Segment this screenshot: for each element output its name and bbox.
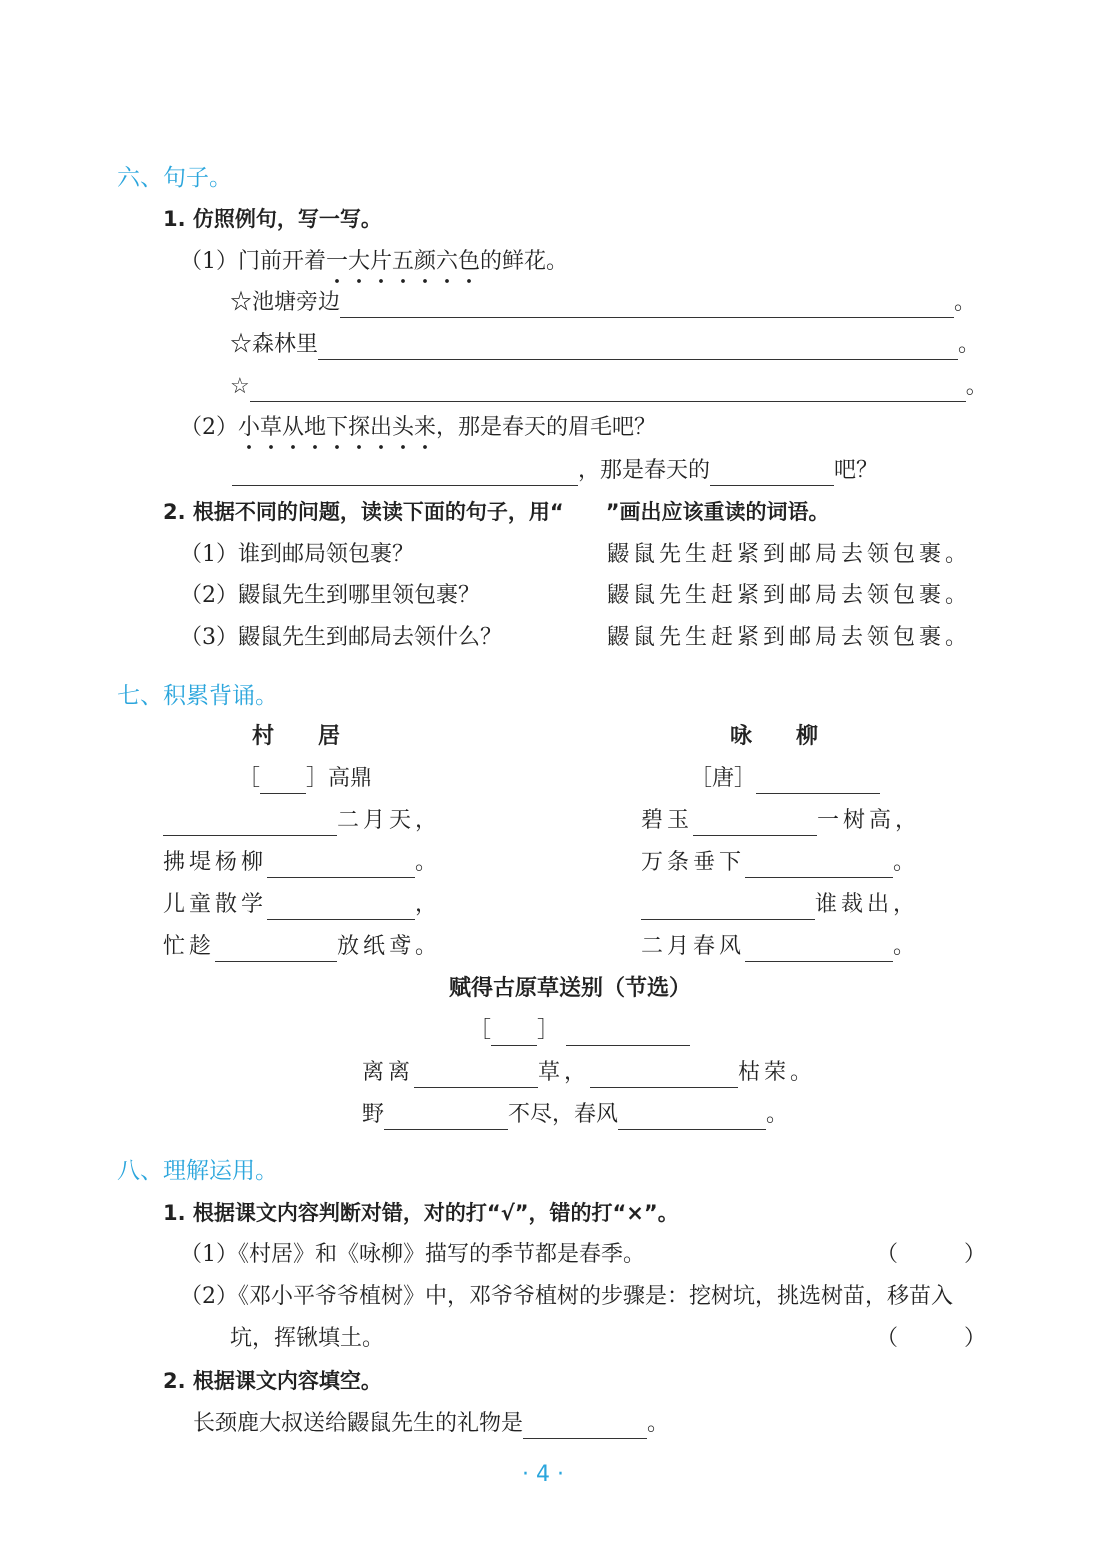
item-a-1: 鼹鼠先生赶紧到邮局去领包裹。 bbox=[607, 542, 972, 567]
fill-line-3 bbox=[230, 372, 988, 402]
poem-2-text: 谁裁出， bbox=[815, 892, 920, 917]
question-8-1: 1. 根据课文内容判断对错，对的打“√”，错的打“×”。 bbox=[163, 1201, 679, 1225]
poem-1-line-1 bbox=[163, 806, 441, 836]
poem-3-title: 赋得古原草送别（节选） bbox=[449, 976, 692, 1001]
poem-2-line-2 bbox=[641, 848, 919, 878]
blank-poem-2-1[interactable] bbox=[693, 811, 817, 836]
poem-2-author-line bbox=[690, 764, 880, 794]
period: 。 bbox=[954, 290, 977, 315]
blank-6-1-3[interactable] bbox=[250, 377, 966, 402]
section-7-title: 七、积累背诵。 bbox=[117, 683, 278, 709]
poem-1-text: 忙趁 bbox=[163, 934, 216, 959]
answer-paren-1[interactable]: （ ） bbox=[876, 1242, 987, 1267]
blank-poem-1-dynasty[interactable] bbox=[260, 769, 306, 794]
blank-poem-3-author[interactable] bbox=[566, 1021, 690, 1046]
poem-1-line-2 bbox=[163, 848, 441, 878]
answer-paren-2[interactable]: （ ） bbox=[876, 1326, 987, 1351]
poem-3-text: 离离 bbox=[362, 1060, 415, 1085]
bracket-open: ［ bbox=[469, 1018, 492, 1043]
poem-2-title: 咏 柳 bbox=[730, 724, 819, 749]
poem-1-text: 二月天， bbox=[337, 808, 442, 833]
poem-3-text: 。 bbox=[766, 1102, 789, 1127]
example-1-dotted: 一大片五颜六色 bbox=[326, 247, 480, 284]
fill-line-2 bbox=[230, 330, 980, 360]
poem-1-author: 高鼎 bbox=[328, 766, 373, 791]
item-q-3: （3）鼹鼠先生到邮局去领什么？ bbox=[180, 625, 502, 650]
poem-3-text: 野 bbox=[362, 1102, 385, 1127]
fill-line-2-label: ☆森林里 bbox=[230, 332, 319, 357]
question-6-1: 1. 仿照例句，写一写。 bbox=[163, 207, 382, 231]
bracket-open: ［ bbox=[238, 766, 261, 791]
fill-line-1-label: ☆池塘旁边 bbox=[230, 290, 341, 315]
blank-poem-1-1[interactable] bbox=[163, 811, 337, 836]
poem-3-author-line bbox=[469, 1016, 690, 1046]
poem-1-text: 放纸鸢。 bbox=[337, 934, 442, 959]
fill-line-3-label: ☆ bbox=[230, 374, 250, 399]
blank-poem-2-author[interactable] bbox=[756, 769, 880, 794]
judge-item-1: （1）《村居》和《咏柳》描写的季节都是春季。 bbox=[180, 1242, 645, 1267]
example-2-num: （2） bbox=[180, 415, 238, 440]
section-8-title: 八、理解运用。 bbox=[117, 1158, 278, 1184]
fill-line-1 bbox=[230, 288, 976, 318]
poem-2-text: 万条垂下 bbox=[641, 850, 746, 875]
blank-poem-3-4[interactable] bbox=[618, 1105, 766, 1130]
blank-poem-3-dynasty[interactable] bbox=[491, 1021, 537, 1046]
example-2-suffix: ，那是春天的眉毛吧？ bbox=[436, 415, 657, 440]
blank-6-2-2[interactable] bbox=[710, 461, 834, 486]
blank-poem-1-3[interactable] bbox=[267, 895, 415, 920]
poem-1-text: 拂堤杨柳 bbox=[163, 850, 268, 875]
blank-poem-3-3[interactable] bbox=[384, 1105, 508, 1130]
poem-2-dynasty: ［唐］ bbox=[690, 766, 757, 791]
poem-1-text: ， bbox=[415, 892, 442, 917]
blank-poem-1-2[interactable] bbox=[267, 853, 415, 878]
blank-poem-3-1[interactable] bbox=[414, 1063, 538, 1088]
blank-poem-2-3[interactable] bbox=[641, 895, 815, 920]
poem-3-line-1 bbox=[362, 1058, 816, 1088]
bracket-close: ］ bbox=[537, 1018, 560, 1043]
example-sentence-1 bbox=[180, 247, 568, 284]
imitation-mid: ，那是春天的 bbox=[578, 458, 711, 483]
example-sentence-2 bbox=[180, 413, 656, 450]
blank-poem-2-2[interactable] bbox=[745, 853, 893, 878]
question-6-2: 2. 根据不同的问题，读读下面的句子，用“ ”画出应该重读的词语。 bbox=[163, 500, 830, 524]
period: 。 bbox=[958, 332, 981, 357]
poem-3-text: 草， bbox=[538, 1060, 591, 1085]
judge-item-2-line-2: 坑，挥锹填土。 bbox=[230, 1326, 385, 1351]
example-1-prefix: （1）门前开着 bbox=[180, 249, 326, 274]
blank-poem-2-4[interactable] bbox=[745, 937, 893, 962]
poem-2-text: 二月春风 bbox=[641, 934, 746, 959]
example-1-suffix: 的鲜花。 bbox=[480, 249, 569, 274]
section-6-title: 六、句子。 bbox=[117, 165, 232, 191]
blank-6-2-1[interactable] bbox=[232, 461, 578, 486]
poem-1-author-line bbox=[238, 764, 372, 794]
item-q-2: （2）鼹鼠先生到哪里领包裹？ bbox=[180, 583, 480, 608]
blank-8-2[interactable] bbox=[523, 1414, 647, 1439]
poem-3-line-2 bbox=[362, 1100, 788, 1130]
poem-2-line-1 bbox=[641, 806, 921, 836]
poem-2-text: 。 bbox=[893, 934, 920, 959]
question-8-2: 2. 根据课文内容填空。 bbox=[163, 1369, 382, 1393]
item-q-1: （1）谁到邮局领包裹？ bbox=[180, 542, 414, 567]
poem-2-text: 一树高， bbox=[817, 808, 922, 833]
period: 。 bbox=[647, 1411, 670, 1436]
period: 。 bbox=[965, 374, 988, 399]
poem-3-text: 枯荣。 bbox=[738, 1060, 817, 1085]
imitation-end: 吧？ bbox=[834, 458, 879, 483]
poem-1-line-3 bbox=[163, 890, 441, 920]
poem-1-title: 村 居 bbox=[252, 724, 341, 749]
blank-6-1-1[interactable] bbox=[340, 293, 954, 318]
poem-3-text: 不尽，春风 bbox=[508, 1102, 619, 1127]
poem-2-text: 。 bbox=[893, 850, 920, 875]
blank-6-1-2[interactable] bbox=[318, 335, 958, 360]
poem-2-line-4 bbox=[641, 932, 919, 962]
poem-1-text: 儿童散学 bbox=[163, 892, 268, 917]
judge-item-2-line-1: （2）《邓小平爷爷植树》中，邓爷爷植树的步骤是：挖树坑，挑选树苗，移苗入 bbox=[180, 1284, 953, 1309]
poem-1-text: 。 bbox=[415, 850, 442, 875]
poem-2-text: 碧玉 bbox=[641, 808, 694, 833]
blank-poem-1-4[interactable] bbox=[215, 937, 337, 962]
imitation-line bbox=[232, 456, 878, 486]
fill-sentence-text: 长颈鹿大叔送给鼹鼠先生的礼物是 bbox=[193, 1411, 524, 1436]
example-2-dotted: 小草从地下探出头来 bbox=[238, 413, 436, 450]
page-number: · 4 · bbox=[522, 1462, 564, 1487]
bracket-close: ］ bbox=[306, 766, 329, 791]
poem-2-line-3 bbox=[641, 890, 919, 920]
poem-1-line-4 bbox=[163, 932, 441, 962]
blank-poem-3-2[interactable] bbox=[590, 1063, 738, 1088]
item-a-2: 鼹鼠先生赶紧到邮局去领包裹。 bbox=[607, 583, 972, 608]
item-a-3: 鼹鼠先生赶紧到邮局去领包裹。 bbox=[607, 625, 972, 650]
fill-sentence bbox=[193, 1409, 669, 1439]
